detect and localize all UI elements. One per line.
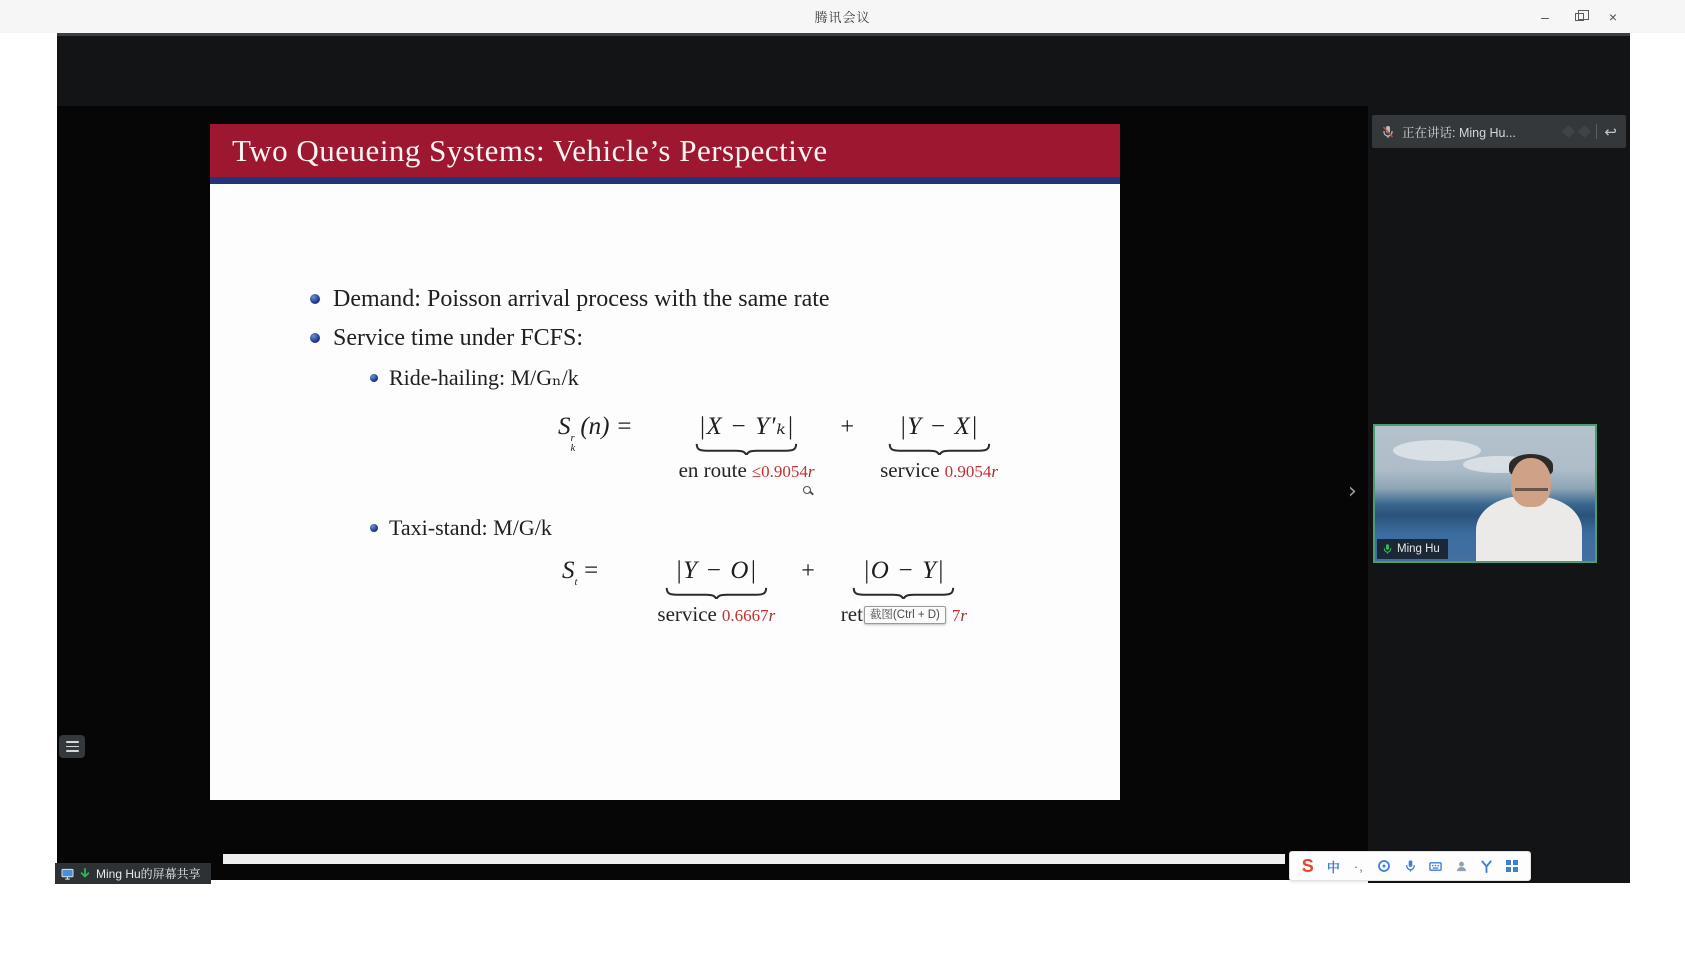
hamburger-icon	[66, 741, 79, 743]
term-label: service 0.6667r	[657, 602, 776, 626]
participant-video[interactable]	[1373, 424, 1597, 563]
punctuation-toggle[interactable]: ·,	[1348, 854, 1370, 878]
sogou-logo[interactable]: S	[1297, 854, 1319, 878]
term-label: ret 截图(Ctrl + D) 7r	[840, 602, 968, 626]
screenshot-tooltip: 截图(Ctrl + D)	[864, 606, 946, 624]
shared-slide	[210, 124, 1120, 800]
underbrace	[888, 443, 991, 455]
slide-title: Two Queueing Systems: Vehicle’s Perspective	[232, 132, 828, 168]
term-label: en route ≤0.9054r	[679, 458, 815, 483]
emoji-icon	[1377, 859, 1391, 873]
minimize-button[interactable]	[1528, 0, 1562, 33]
bullet-icon	[370, 374, 378, 382]
download-arrow-icon	[79, 868, 91, 880]
ride-hailing-formula	[558, 412, 998, 483]
sidebar-collapse-chevron-icon[interactable]: ›	[1348, 479, 1357, 504]
formula-term-en-route: |X − Y′ₖ| en route ≤0.9054r	[679, 412, 815, 483]
back-arrow-icon[interactable]: ↩	[1604, 122, 1617, 141]
skin-button[interactable]	[1476, 854, 1498, 878]
voice-input-button[interactable]	[1399, 854, 1421, 878]
account-button[interactable]	[1450, 854, 1472, 878]
maximize-button[interactable]	[1562, 0, 1596, 33]
restore-icon	[1575, 13, 1584, 21]
screen-share-banner	[55, 863, 211, 884]
bullet-demand: Demand: Poisson arrival process with the same rate	[310, 284, 830, 314]
keyboard-icon	[1428, 860, 1443, 873]
emoji-button[interactable]	[1374, 854, 1396, 878]
plus-sign: +	[801, 558, 815, 584]
shared-screen-bottom-edge	[223, 854, 1285, 864]
formula-lhs: S r k (n) =	[558, 413, 633, 455]
meeting-window	[57, 33, 1630, 880]
speaker-mic-icon	[1381, 125, 1395, 139]
minimize-icon: –	[1541, 8, 1549, 25]
monitor-icon	[61, 868, 74, 880]
share-banner-text: Ming Hu的屏幕共享	[96, 867, 201, 881]
term-label: service 0.9054r	[880, 458, 998, 482]
toolbox-button[interactable]	[1502, 854, 1524, 878]
bullet-icon	[310, 333, 320, 343]
divider	[1596, 124, 1597, 139]
mic-icon	[1404, 859, 1417, 873]
person-icon	[1455, 860, 1468, 873]
wrench-icon	[1480, 860, 1493, 873]
underbrace	[695, 443, 798, 455]
plus-sign: +	[840, 414, 855, 440]
bullet-taxi-stand: Taxi-stand: M/G/k	[370, 514, 552, 542]
grid-icon	[1505, 859, 1519, 873]
faded-icon	[1579, 125, 1592, 138]
mouse-cursor-icon	[803, 486, 811, 494]
formula-term-return: |O − Y| ret 截图(Ctrl + D) 7r	[840, 557, 968, 626]
bullet-icon	[310, 294, 320, 304]
underbrace	[852, 587, 955, 599]
taxi-stand-formula	[562, 556, 967, 627]
participant-name-badge: Ming Hu	[1377, 539, 1448, 559]
window-titlebar	[0, 0, 1685, 33]
bullet-ride-hailing: Ride-hailing: M/Gₙ/k	[370, 364, 579, 392]
mic-on-icon	[1382, 543, 1393, 555]
underbrace	[665, 587, 768, 599]
slide-header	[210, 124, 1120, 184]
soft-keyboard-button[interactable]	[1425, 854, 1447, 878]
close-icon: ×	[1608, 8, 1618, 25]
formula-term-service: |Y − O| service 0.6667r	[657, 557, 776, 626]
window-controls	[1528, 0, 1630, 33]
speaking-banner	[1372, 115, 1626, 148]
chinese-mode-toggle[interactable]: 中	[1323, 854, 1345, 878]
menu-button[interactable]	[59, 735, 85, 758]
bullet-service-time: Service time under FCFS:	[310, 323, 583, 353]
video-sidebar	[1368, 36, 1630, 883]
formula-term-service: |Y − X| service 0.9054r	[880, 413, 998, 482]
bullet-icon	[370, 524, 378, 532]
faded-icon	[1563, 125, 1576, 138]
close-button[interactable]	[1596, 0, 1630, 33]
ime-toolbar	[1289, 851, 1531, 881]
formula-lhs: S t =	[562, 557, 600, 588]
speaking-label: 正在讲话: Ming Hu...	[1402, 125, 1516, 140]
window-title: 腾讯会议	[814, 10, 871, 25]
